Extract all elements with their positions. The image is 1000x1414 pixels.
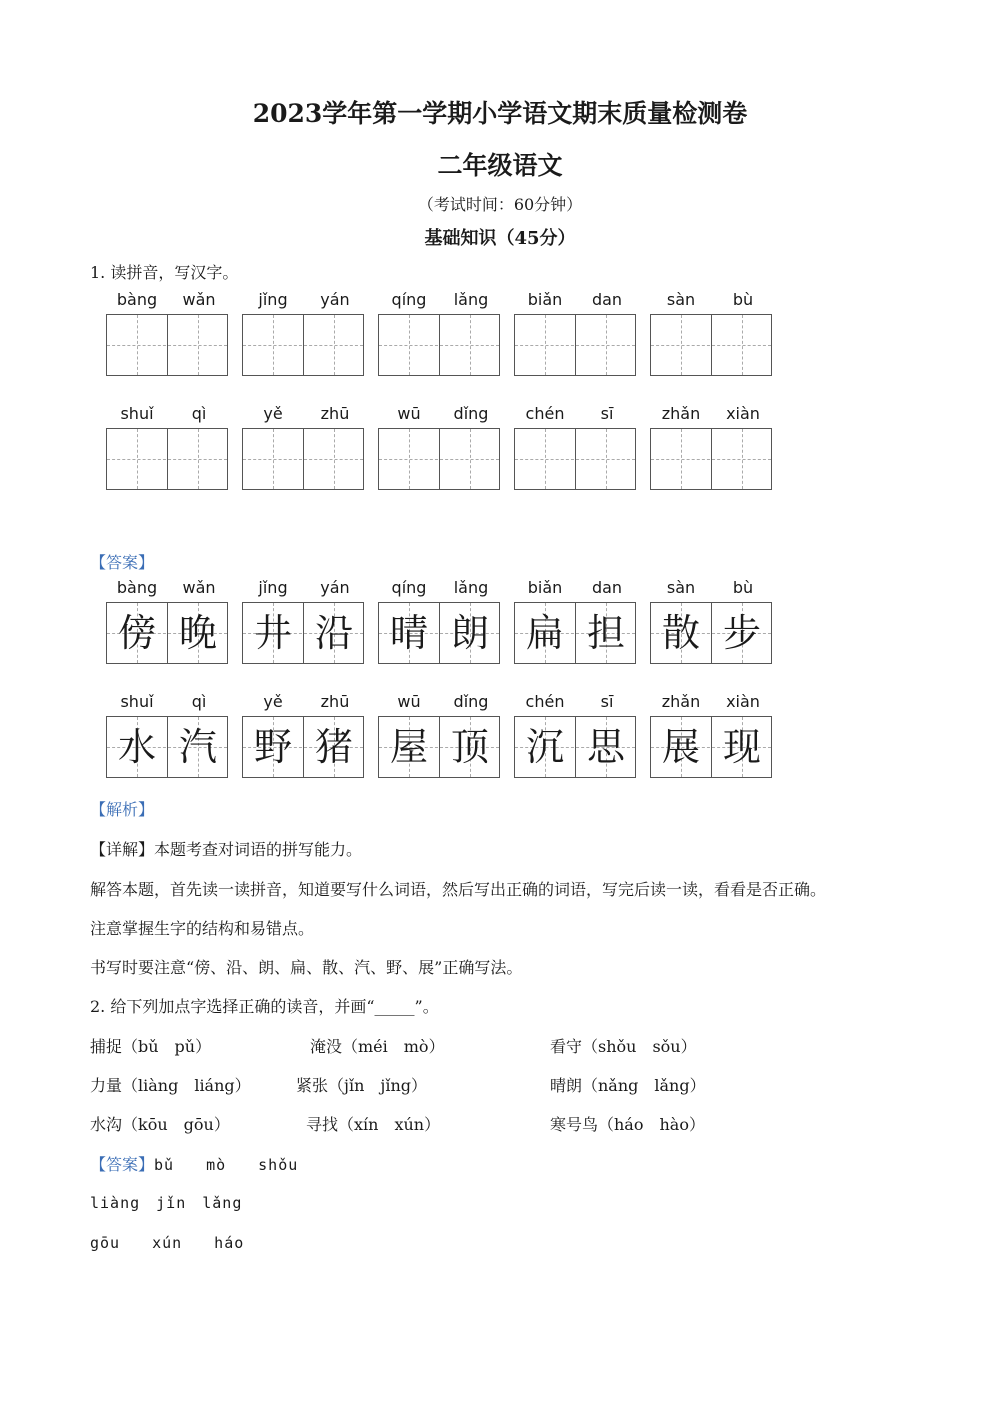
- word-group: [378, 404, 502, 516]
- q2-item: 紧张（jǐn jǐng）: [296, 1076, 428, 1095]
- pinyin: yě: [263, 692, 283, 711]
- pinyin: chén: [525, 404, 565, 423]
- q2-answer-line-2: liàng jǐn lǎng: [90, 1194, 243, 1212]
- pinyin: qì: [191, 692, 207, 711]
- answer-character: 扁: [525, 611, 564, 655]
- pinyin: dǐng: [453, 692, 489, 711]
- pinyin: bàng: [116, 578, 158, 597]
- tianzige-box[interactable]: [514, 314, 636, 376]
- tianzige-box[interactable]: [106, 314, 228, 376]
- word-group: [242, 578, 366, 690]
- pinyin: jǐng: [258, 290, 288, 309]
- pinyin: qì: [191, 404, 207, 423]
- pinyin: wū: [397, 692, 421, 711]
- word-group: [650, 404, 774, 516]
- word-group: [242, 404, 366, 516]
- q2-answer-text: bǔ mò shǒu: [154, 1156, 299, 1174]
- pinyin: chén: [525, 692, 565, 711]
- pinyin: dan: [591, 578, 623, 597]
- answer-character: 顶: [450, 725, 489, 769]
- answer-character: 晴: [389, 611, 428, 655]
- q1-answer-row-2: [106, 692, 786, 812]
- word-group: [106, 692, 230, 804]
- pinyin: xiàn: [726, 692, 760, 711]
- q2-item: 捕捉（bǔ pǔ）: [90, 1037, 212, 1056]
- answer-character: 沿: [314, 611, 353, 655]
- word-group: [106, 578, 230, 690]
- q2-item: 力量（liàng liáng）: [90, 1076, 251, 1095]
- pinyin: lǎng: [453, 578, 489, 597]
- word-group: [106, 290, 230, 402]
- section-title: 基础知识（45分）: [424, 228, 576, 249]
- q1-answer-label: 【答案】: [90, 553, 155, 572]
- pinyin: sī: [600, 404, 614, 423]
- q2-answer-line-1: [90, 1152, 298, 1175]
- pinyin: sī: [600, 692, 614, 711]
- q2-item: 寻找（xín xún）: [306, 1115, 441, 1134]
- q1-para1: 解答本题，首先读一读拼音，知道要写什么词语，然后写出正确的词语，写完后读一读，看看是否正确。: [90, 880, 827, 899]
- tianzige-box[interactable]: [242, 314, 364, 376]
- pinyin: qíng: [391, 290, 427, 309]
- answer-character: 猪: [314, 725, 353, 769]
- tianzige-box[interactable]: [378, 428, 500, 490]
- pinyin: zhū: [320, 692, 350, 711]
- answer-character: 汽: [178, 725, 217, 769]
- q1-prompt: 1. 读拼音，写汉字。: [90, 263, 239, 282]
- exam-subtitle: 二年级语文: [437, 151, 563, 180]
- word-group: [378, 290, 502, 402]
- pinyin: sàn: [666, 290, 696, 309]
- q1-blank-row-2: [106, 404, 786, 524]
- q1-detail: 【详解】本题考查对词语的拼写能力。: [90, 840, 363, 859]
- answer-character: 沉: [525, 725, 564, 769]
- word-group: [378, 578, 502, 690]
- q1-blank-row-1: [106, 290, 786, 410]
- pinyin: lǎng: [453, 290, 489, 309]
- pinyin: yán: [320, 290, 350, 309]
- pinyin: zhū: [320, 404, 350, 423]
- q2-item: 看守（shǒu sǒu）: [550, 1037, 697, 1056]
- answer-character: 傍: [117, 611, 156, 655]
- q1-analysis-label: 【解析】: [90, 800, 155, 819]
- word-group: [650, 578, 774, 690]
- pinyin: qíng: [391, 578, 427, 597]
- pinyin: yě: [263, 404, 283, 423]
- answer-character: 担: [586, 611, 625, 655]
- pinyin: dan: [591, 290, 623, 309]
- answer-character: 屋: [389, 725, 428, 769]
- pinyin: bù: [732, 578, 754, 597]
- tianzige-box[interactable]: [650, 314, 772, 376]
- q1-answer-row-1: [106, 578, 786, 698]
- word-group: [242, 692, 366, 804]
- word-group: [650, 692, 774, 804]
- answer-character: 野: [253, 725, 292, 769]
- tianzige-box[interactable]: [378, 314, 500, 376]
- q2-item: 水沟（kōu gōu）: [90, 1115, 230, 1134]
- tianzige-box[interactable]: [242, 428, 364, 490]
- answer-character: 散: [661, 611, 700, 655]
- word-group: [106, 404, 230, 516]
- pinyin: xiàn: [726, 404, 760, 423]
- word-group: [378, 692, 502, 804]
- pinyin: dǐng: [453, 404, 489, 423]
- q2-answer-label: 【答案】: [90, 1155, 155, 1174]
- q2-item: 淹没（méi mò）: [310, 1037, 445, 1056]
- word-group: [514, 290, 638, 402]
- pinyin: wǎn: [182, 578, 216, 597]
- q1-para3: 书写时要注意“傍、沿、朗、扁、散、汽、野、展”正确写法。: [90, 958, 523, 977]
- answer-character: 展: [661, 725, 700, 769]
- tianzige-box[interactable]: [514, 428, 636, 490]
- answer-character: 思: [586, 725, 625, 769]
- q2-item: 寒号鸟（háo hào）: [550, 1115, 705, 1134]
- tianzige-box[interactable]: [650, 428, 772, 490]
- q1-para2: 注意掌握生字的结构和易错点。: [90, 919, 315, 938]
- pinyin: shuǐ: [120, 404, 154, 423]
- pinyin: bàng: [116, 290, 158, 309]
- q2-item: 晴朗（nǎng lǎng）: [550, 1076, 706, 1095]
- q2-answer-line-3: gōu xún háo: [90, 1234, 245, 1252]
- pinyin: zhǎn: [661, 404, 701, 423]
- answer-character: 步: [722, 611, 761, 655]
- exam-time: （考试时间：60分钟）: [417, 195, 583, 214]
- pinyin: zhǎn: [661, 692, 701, 711]
- answer-character: 井: [253, 611, 292, 655]
- answer-character: 水: [117, 725, 156, 769]
- word-group: [514, 578, 638, 690]
- pinyin: sàn: [666, 578, 696, 597]
- pinyin: yán: [320, 578, 350, 597]
- q2-prompt: 2. 给下列加点字选择正确的读音，并画“_____”。: [90, 997, 439, 1016]
- exam-title: 2023学年第一学期小学语文期末质量检测卷: [252, 99, 748, 128]
- pinyin: jǐng: [258, 578, 288, 597]
- pinyin: wǎn: [182, 290, 216, 309]
- pinyin: biǎn: [527, 290, 563, 309]
- word-group: [514, 404, 638, 516]
- word-group: [242, 290, 366, 402]
- pinyin: shuǐ: [120, 692, 154, 711]
- answer-character: 晚: [178, 611, 217, 655]
- pinyin: bù: [732, 290, 754, 309]
- word-group: [650, 290, 774, 402]
- word-group: [514, 692, 638, 804]
- pinyin: wū: [397, 404, 421, 423]
- answer-character: 朗: [450, 611, 489, 655]
- pinyin: biǎn: [527, 578, 563, 597]
- tianzige-box[interactable]: [106, 428, 228, 490]
- answer-character: 现: [722, 725, 761, 769]
